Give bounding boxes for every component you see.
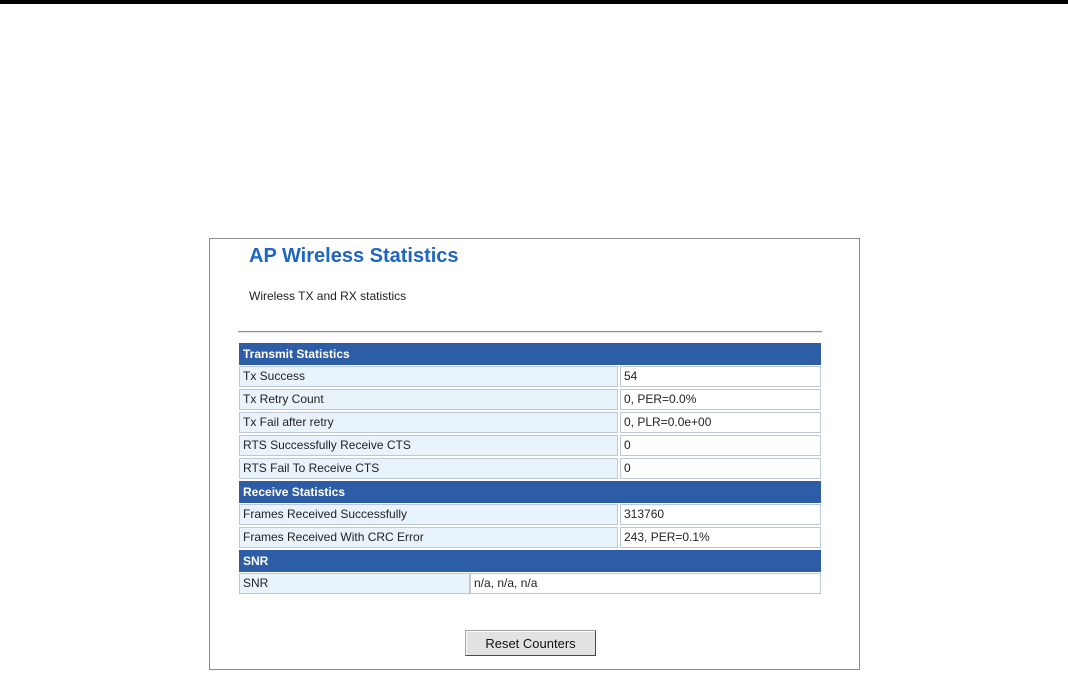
page-description: Wireless TX and RX statistics bbox=[249, 289, 407, 303]
top-divider bbox=[0, 0, 1068, 4]
transmit-statistics-header: Transmit Statistics bbox=[239, 343, 821, 365]
table-row bbox=[239, 527, 821, 549]
tx-fail-after-retry-value: 0, PLR=0.0e+00 bbox=[620, 412, 821, 433]
page-title: AP Wireless Statistics bbox=[249, 245, 459, 267]
table-row bbox=[239, 366, 821, 388]
stats-table bbox=[239, 343, 821, 596]
reset-counters-button[interactable]: Reset Counters bbox=[465, 630, 596, 656]
tx-success-value: 54 bbox=[620, 366, 821, 387]
table-row bbox=[239, 573, 821, 595]
frames-received-crc-error-label: Frames Received With CRC Error bbox=[239, 527, 618, 548]
snr-label: SNR bbox=[239, 573, 470, 594]
snr-header: SNR bbox=[239, 550, 821, 572]
table-row bbox=[239, 458, 821, 480]
snr-value: n/a, n/a, n/a bbox=[470, 573, 821, 594]
rts-success-cts-label: RTS Successfully Receive CTS bbox=[239, 435, 618, 456]
rts-fail-cts-label: RTS Fail To Receive CTS bbox=[239, 458, 618, 479]
frames-received-success-label: Frames Received Successfully bbox=[239, 504, 618, 525]
frames-received-success-value: 313760 bbox=[620, 504, 821, 525]
rts-success-cts-value: 0 bbox=[620, 435, 821, 456]
table-row bbox=[239, 389, 821, 411]
tx-success-label: Tx Success bbox=[239, 366, 618, 387]
statistics-panel bbox=[209, 238, 860, 670]
tx-retry-count-value: 0, PER=0.0% bbox=[620, 389, 821, 410]
table-row bbox=[239, 412, 821, 434]
table-row bbox=[239, 435, 821, 457]
tx-fail-after-retry-label: Tx Fail after retry bbox=[239, 412, 618, 433]
tx-retry-count-label: Tx Retry Count bbox=[239, 389, 618, 410]
frames-received-crc-error-value: 243, PER=0.1% bbox=[620, 527, 821, 548]
rts-fail-cts-value: 0 bbox=[620, 458, 821, 479]
table-row bbox=[239, 504, 821, 526]
receive-statistics-header: Receive Statistics bbox=[239, 481, 821, 503]
section-divider bbox=[238, 331, 822, 333]
